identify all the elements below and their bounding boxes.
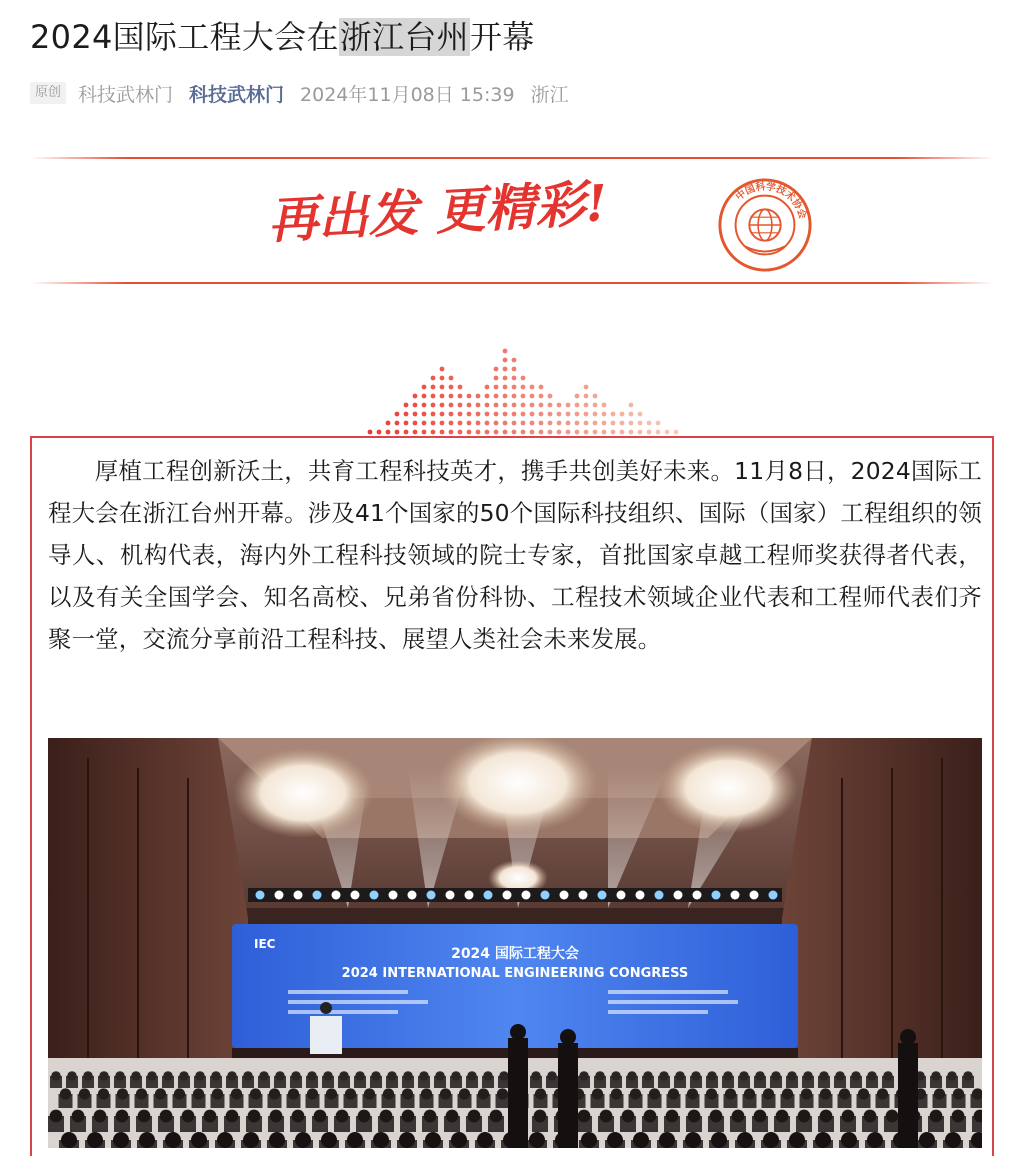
slogan-text: 再出发 更精彩! <box>266 173 609 250</box>
article-title <box>30 14 535 60</box>
title-highlight: 浙江台州 <box>339 18 469 56</box>
title-suffix: 开幕 <box>469 18 535 56</box>
conference-photo-illustration <box>48 738 982 1148</box>
screen-title-cn: 2024 国际工程大会 <box>451 946 579 962</box>
title-prefix: 2024国际工程大会在 <box>30 18 339 56</box>
author-link[interactable]: 科技武林门 <box>189 83 285 106</box>
publish-datetime: 2024年11月08日 15:39 <box>300 83 515 106</box>
article-meta <box>30 78 569 108</box>
account-name[interactable]: 科技武林门 <box>78 83 174 106</box>
cast-emblem-icon <box>716 176 814 274</box>
article-paragraph: 厚植工程创新沃土，共育工程科技英才，携手共创美好未来。11月8日，2024国际工程大会在浙江台州开幕。涉及41个国家的50个国际科技组织、国际（国家）工程组织的领导人、机构代表，海内外工程科技领域的院士专家，首批国家卓越工程师奖获得者代表，以及有关全国学会、知名高校、兄弟省份科协、工程技术领域企业代表和工程师代表们齐聚一堂，交流分享前沿工程科技、展望人类社会未来发展。 <box>48 457 982 653</box>
publish-location: 浙江 <box>530 83 569 106</box>
content-frame <box>30 436 994 1156</box>
emblem-text: 中国科学技术协会 <box>734 181 808 221</box>
screen-title-en: 2024 INTERNATIONAL ENGINEERING CONGRESS <box>341 966 689 981</box>
decorative-dots-equalizer <box>360 320 680 440</box>
banner-top-line <box>30 157 994 159</box>
screen-logo: IEC <box>254 937 276 951</box>
banner-bottom-line <box>30 282 994 284</box>
slogan-calligraphy <box>258 172 678 252</box>
conference-photo <box>48 738 982 1148</box>
original-badge: 原创 <box>30 82 66 104</box>
